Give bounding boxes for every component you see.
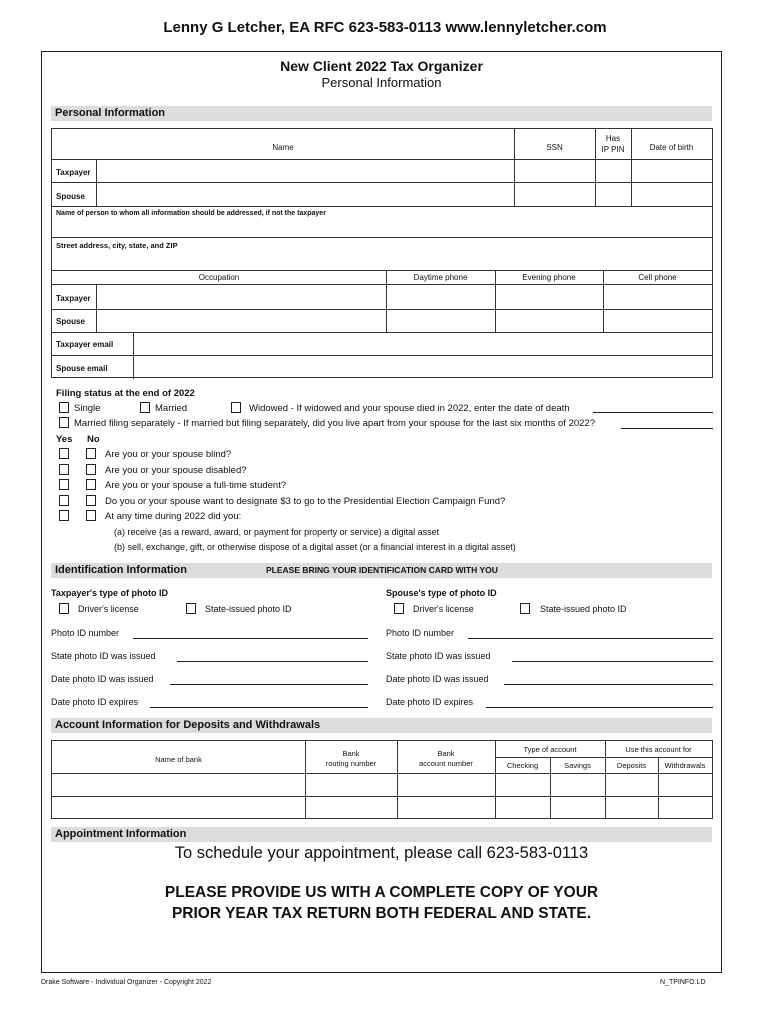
filing-status-heading: Filing status at the end of 2022 xyxy=(56,388,195,399)
account-grid xyxy=(51,740,713,819)
footer-form-code: N_TPINFO.LD xyxy=(660,979,706,986)
digital-asset-yes-checkbox[interactable] xyxy=(59,510,69,521)
spouse-state-issued-label: State photo ID was issued xyxy=(386,651,491,661)
spouse-name-field[interactable] xyxy=(97,183,513,205)
col-withdrawals: Withdrawals xyxy=(664,761,706,770)
taxpayer-photo-id-heading: Taxpayer's type of photo ID xyxy=(51,588,168,598)
spouse-drivers-license-checkbox[interactable] xyxy=(394,603,404,614)
taxpayer-drivers-license-label: Driver's license xyxy=(78,604,139,614)
digital-asset-part-a: (a) receive (as a reward, award, or payment for property or service) a digital asset xyxy=(114,527,440,537)
student-question: Are you or your spouse a full-time student? xyxy=(105,480,287,491)
spouse-photo-id-heading: Spouse's type of photo ID xyxy=(386,588,497,598)
blind-question: Are you or your spouse blind? xyxy=(105,449,232,460)
bank-name-field-2[interactable] xyxy=(52,797,305,818)
col-pin-line2: IP PIN xyxy=(601,145,625,154)
notice-line-1: PLEASE PROVIDE US WITH A COMPLETE COPY OF YOUR xyxy=(164,884,599,901)
identification-section-bar xyxy=(51,563,712,578)
single-label: Single xyxy=(74,403,101,414)
taxpayer-date-issued-label: Date photo ID was issued xyxy=(51,674,154,684)
col-routing-line2: routing number xyxy=(325,759,377,768)
col-evening-phone: Evening phone xyxy=(522,273,576,282)
campaign-yes-checkbox[interactable] xyxy=(59,495,69,506)
page-subtitle: Personal Information xyxy=(321,75,442,90)
spouse-state-id-checkbox[interactable] xyxy=(520,603,530,614)
col-cell-phone: Cell phone xyxy=(638,273,677,282)
personal-section-bar: Personal Information xyxy=(51,106,712,121)
footer-copyright: Drake Software - Individual Organizer - Copyright 2022 xyxy=(41,979,212,986)
mfs-label: Married filing separately - If married but filing separately, did you live apart from your spouse for the last six months of 2022? xyxy=(74,418,595,429)
blind-no-checkbox[interactable] xyxy=(86,448,96,459)
spouse-dob-field[interactable] xyxy=(632,183,712,205)
spouse-state-issued-field[interactable] xyxy=(512,661,713,662)
widowed-label: Widowed - If widowed and your spouse died in 2022, enter the date of death xyxy=(249,403,570,414)
widowed-checkbox[interactable] xyxy=(231,402,241,413)
col-pin-line1: Has xyxy=(605,134,621,143)
date-of-death-line[interactable] xyxy=(593,412,713,413)
student-yes-checkbox[interactable] xyxy=(59,479,69,490)
taxpayer-email-field[interactable] xyxy=(134,333,712,355)
no-column-label: No xyxy=(87,434,100,445)
col-savings: Savings xyxy=(564,761,591,770)
row-spouse-label: Spouse xyxy=(56,192,85,201)
preparer-header: Lenny G Letcher, EA RFC 623-583-0113 www.lennyletcher.com xyxy=(163,19,607,36)
col-use-account: Use this account for xyxy=(625,745,692,754)
taxpayer-name-field[interactable] xyxy=(97,160,513,182)
spouse-photo-id-number-label: Photo ID number xyxy=(386,628,455,638)
yes-column-label: Yes xyxy=(56,434,73,445)
digital-asset-question: At any time during 2022 did you: xyxy=(105,511,242,522)
col-occupation: Occupation xyxy=(198,273,240,282)
schedule-text: To schedule your appointment, please call 623-583-0113 xyxy=(174,844,589,862)
taxpayer-date-expires-field[interactable] xyxy=(150,707,368,708)
account-section-bar: Account Information for Deposits and Withdrawals xyxy=(51,718,712,733)
taxpayer-photo-id-number-field[interactable] xyxy=(133,638,368,639)
blind-yes-checkbox[interactable] xyxy=(59,448,69,459)
col-account-line1: Bank xyxy=(437,749,455,758)
spouse-drivers-license-label: Driver's license xyxy=(413,604,474,614)
digital-asset-no-checkbox[interactable] xyxy=(86,510,96,521)
taxpayer-state-issued-field[interactable] xyxy=(177,661,368,662)
col-checking: Checking xyxy=(506,761,539,770)
addressee-field[interactable] xyxy=(52,219,712,236)
spouse-state-id-label: State-issued photo ID xyxy=(540,604,627,614)
col-name: Name xyxy=(272,143,294,152)
col-daytime-phone: Daytime phone xyxy=(413,273,468,282)
personal-grid xyxy=(51,128,713,378)
mfs-answer-line[interactable] xyxy=(621,428,713,429)
identification-note: PLEASE BRING YOUR IDENTIFICATION CARD WITH YOU xyxy=(266,565,498,575)
occupation-taxpayer-label: Taxpayer xyxy=(56,294,91,303)
address-field[interactable] xyxy=(52,251,712,269)
spouse-date-issued-field[interactable] xyxy=(504,684,713,685)
col-routing-line1: Bank xyxy=(342,749,360,758)
taxpayer-state-id-label: State-issued photo ID xyxy=(205,604,292,614)
taxpayer-date-issued-field[interactable] xyxy=(170,684,368,685)
disabled-question: Are you or your spouse disabled? xyxy=(105,465,247,476)
mfs-checkbox[interactable] xyxy=(59,417,69,428)
col-ssn: SSN xyxy=(546,143,563,152)
taxpayer-date-expires-label: Date photo ID expires xyxy=(51,697,139,707)
digital-asset-part-b: (b) sell, exchange, gift, or otherwise dispose of a digital asset (or a financial interest in a digital asset) xyxy=(114,542,516,552)
identification-section-title: Identification Information xyxy=(55,564,187,576)
single-checkbox[interactable] xyxy=(59,402,69,413)
taxpayer-photo-id-number-label: Photo ID number xyxy=(51,628,120,638)
taxpayer-ssn-field[interactable] xyxy=(515,160,595,182)
spouse-ssn-field[interactable] xyxy=(515,183,595,205)
bank-name-field-1[interactable] xyxy=(52,774,305,796)
taxpayer-state-id-checkbox[interactable] xyxy=(186,603,196,614)
campaign-question: Do you or your spouse want to designate $3 to go to the Presidential Election Campaign Fund? xyxy=(105,496,506,507)
row-taxpayer-label: Taxpayer xyxy=(56,168,91,177)
col-deposits: Deposits xyxy=(616,761,647,770)
taxpayer-state-issued-label: State photo ID was issued xyxy=(51,651,156,661)
spouse-email-label: Spouse email xyxy=(56,364,108,373)
student-no-checkbox[interactable] xyxy=(86,479,96,490)
col-bank-name: Name of bank xyxy=(155,755,202,764)
married-checkbox[interactable] xyxy=(140,402,150,413)
col-type-of-account: Type of account xyxy=(523,745,577,754)
spouse-email-field[interactable] xyxy=(134,356,712,378)
addressee-label: Name of person to whom all information should be addressed, if not the taxpayer xyxy=(56,210,326,217)
occupation-spouse-label: Spouse xyxy=(56,317,85,326)
campaign-no-checkbox[interactable] xyxy=(86,495,96,506)
spouse-date-expires-field[interactable] xyxy=(486,707,713,708)
spouse-photo-id-number-field[interactable] xyxy=(468,638,713,639)
married-label: Married xyxy=(155,403,188,414)
spouse-date-expires-label: Date photo ID expires xyxy=(386,697,474,707)
taxpayer-email-label: Taxpayer email xyxy=(56,340,114,349)
spouse-date-issued-label: Date photo ID was issued xyxy=(386,674,489,684)
taxpayer-dob-field[interactable] xyxy=(632,160,712,182)
notice-line-2: PRIOR YEAR TAX RETURN BOTH FEDERAL AND STATE. xyxy=(171,905,592,922)
col-dob: Date of birth xyxy=(649,143,694,152)
taxpayer-drivers-license-checkbox[interactable] xyxy=(59,603,69,614)
page-title: New Client 2022 Tax Organizer xyxy=(280,58,483,74)
disabled-yes-checkbox[interactable] xyxy=(59,464,69,475)
col-account-line2: account number xyxy=(419,759,473,768)
address-label: Street address, city, state, and ZIP xyxy=(56,241,178,250)
disabled-no-checkbox[interactable] xyxy=(86,464,96,475)
appointment-section-bar: Appointment Information xyxy=(51,827,712,842)
